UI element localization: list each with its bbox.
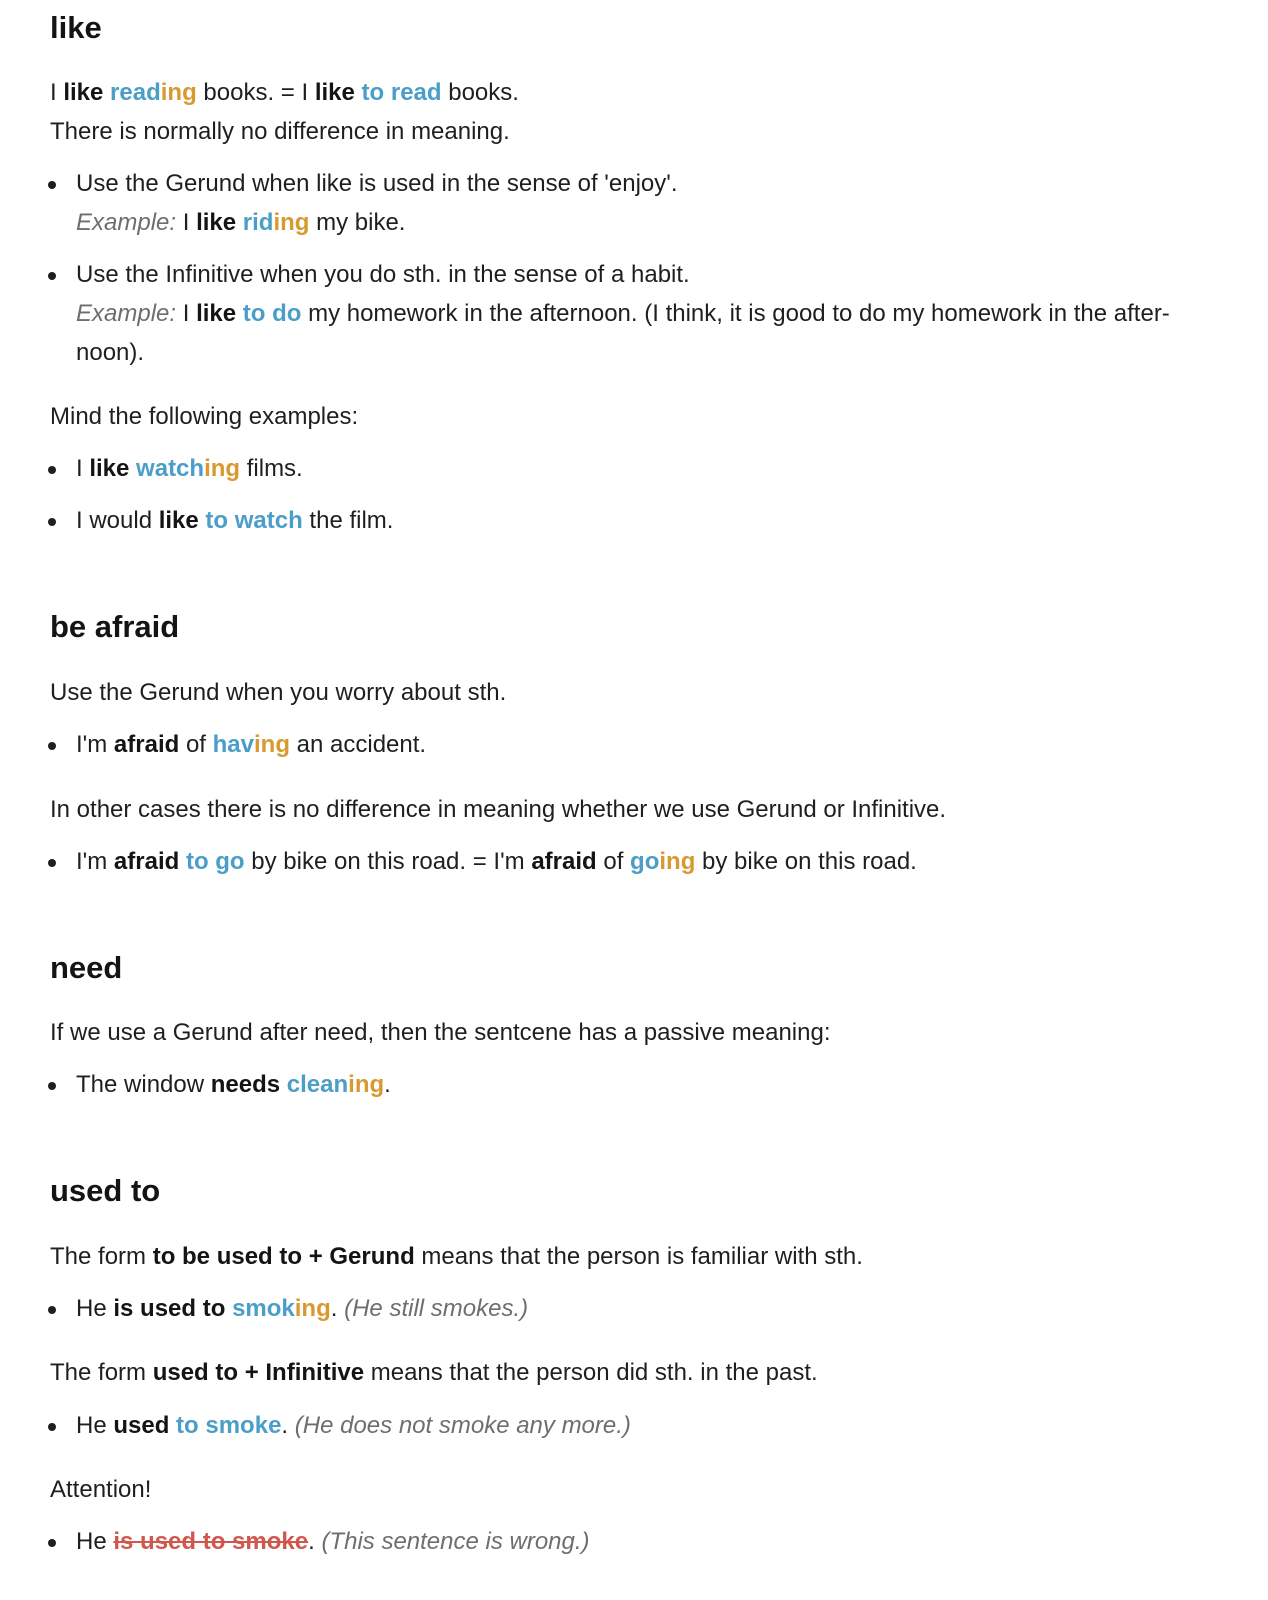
gerund-ending: ing: [294, 1295, 331, 1322]
section-heading-need: need: [50, 950, 123, 985]
text: [179, 848, 186, 875]
text: .: [308, 1528, 322, 1555]
gerund-stem: clean: [286, 1071, 349, 1098]
keyword: needs: [210, 1071, 281, 1098]
list-item: [50, 1065, 391, 1104]
gerund-stem: hav: [212, 731, 254, 758]
like-intro-line2: There is normally no difference in meaning.: [50, 118, 510, 145]
list-item: [50, 725, 426, 764]
text: [355, 79, 362, 106]
gerund-stem: go: [630, 848, 660, 875]
text: The window: [76, 1071, 211, 1098]
text: The form: [50, 1359, 153, 1386]
text: .: [281, 1412, 295, 1439]
text: by bike on this road. = I'm: [244, 848, 532, 875]
text: [236, 300, 243, 327]
text: I: [50, 79, 64, 106]
list-item: [50, 449, 393, 488]
example-line-cont: noon).: [76, 339, 145, 366]
keyword: like: [196, 300, 237, 327]
like-intro: [50, 73, 519, 151]
mind-examples-list: [50, 449, 393, 540]
section-heading-be-afraid: be afraid: [50, 609, 180, 644]
used-list-1: [50, 1289, 528, 1328]
list-item: [50, 1522, 590, 1561]
gerund-stem: watch: [136, 455, 205, 482]
text: .: [330, 1295, 345, 1322]
afraid-list-2: [50, 842, 917, 881]
mind-examples-text: Mind the following examples:: [50, 403, 359, 430]
section-heading-used-to: used to: [50, 1173, 161, 1208]
example-label: Example:: [76, 300, 177, 327]
text: I'm: [76, 848, 114, 875]
keyword: like: [314, 79, 355, 106]
gerund-stem: smok: [232, 1295, 295, 1322]
text: [280, 1071, 287, 1098]
gerund-stem: rid: [242, 209, 274, 236]
keyword: afraid: [113, 731, 180, 758]
afraid-other-cases-text: In other cases there is no difference in meaning whether we use Gerund or Infinitive.: [50, 796, 947, 823]
text: an accident.: [290, 731, 427, 758]
list-item: [50, 1289, 528, 1328]
text: He: [76, 1412, 114, 1439]
attention-text: Attention!: [50, 1476, 152, 1503]
gerund-ending: ing: [254, 731, 290, 758]
text: He: [76, 1295, 114, 1322]
keyword: to be used to + Gerund: [152, 1243, 415, 1270]
text: I: [76, 455, 90, 482]
keyword: like: [158, 507, 199, 534]
need-rule-text: If we use a Gerund after need, then the sentcene has a passive meaning:: [50, 1019, 831, 1046]
afraid-list-1: [50, 725, 426, 764]
text: [236, 209, 243, 236]
afraid-rule-text: Use the Gerund when you worry about sth.: [50, 679, 507, 706]
gerund-ending: ing: [204, 455, 241, 482]
example-line: [76, 203, 1200, 242]
text: my homework in the afternoon. (I think, it is good to do my homework in the after-: [301, 300, 1170, 327]
keyword: like: [196, 209, 237, 236]
infinitive: to smoke: [176, 1412, 282, 1439]
text: my bike.: [309, 209, 406, 236]
list-item: [50, 1406, 631, 1445]
infinitive: to go: [185, 848, 245, 875]
keyword: afraid: [113, 848, 180, 875]
text: of: [596, 848, 631, 875]
text: books. = I: [196, 79, 315, 106]
gerund-stem: read: [110, 79, 161, 106]
text: the film.: [302, 507, 394, 534]
text: I'm: [76, 731, 114, 758]
list-item: [50, 255, 1200, 372]
keyword: afraid: [531, 848, 597, 875]
infinitive: to read: [361, 79, 442, 106]
text: means that the person is familiar with sth.: [414, 1243, 863, 1270]
example-note: (He still smokes.): [344, 1295, 529, 1322]
text: I would: [76, 507, 159, 534]
infinitive: to watch: [205, 507, 303, 534]
section-heading-like: like: [50, 10, 102, 45]
example-note: (This sentence is wrong.): [321, 1528, 590, 1555]
text: I: [176, 300, 197, 327]
keyword: like: [89, 455, 130, 482]
text: films.: [240, 455, 303, 482]
text: The form: [50, 1243, 153, 1270]
like-rules-list: [50, 164, 1200, 372]
text: He: [76, 1528, 114, 1555]
text: I: [176, 209, 197, 236]
text: means that the person did sth. in the past.: [364, 1359, 818, 1386]
keyword: used: [113, 1412, 170, 1439]
example-label: Example:: [76, 209, 177, 236]
text: of: [179, 731, 213, 758]
like-intro-line1: [50, 73, 519, 112]
need-list: [50, 1065, 391, 1104]
gerund-ending: ing: [659, 848, 696, 875]
example-line: [76, 294, 1200, 333]
used-gerund-rule: [50, 1237, 863, 1276]
keyword: like: [63, 79, 104, 106]
list-item: [50, 164, 1200, 242]
infinitive: to do: [242, 300, 302, 327]
example-note: (He does not smoke any more.): [294, 1412, 631, 1439]
gerund-ending: ing: [348, 1071, 385, 1098]
list-item: [50, 842, 917, 881]
gerund-ending: ing: [273, 209, 310, 236]
used-infinitive-rule: [50, 1353, 818, 1392]
wrong-form: is used to smoke: [113, 1528, 309, 1555]
text: books.: [441, 79, 519, 106]
rule-text: Use the Infinitive when you do sth. in the sense of a habit.: [76, 261, 690, 288]
used-list-2: [50, 1406, 631, 1445]
list-item: [50, 501, 393, 540]
keyword: used to + Infinitive: [152, 1359, 365, 1386]
text: by bike on this road.: [695, 848, 917, 875]
keyword: is used to: [113, 1295, 226, 1322]
gerund-ending: ing: [160, 79, 197, 106]
rule-text: Use the Gerund when like is used in the sense of 'enjoy'.: [76, 170, 678, 197]
text: .: [384, 1071, 391, 1098]
used-list-3: [50, 1522, 590, 1561]
